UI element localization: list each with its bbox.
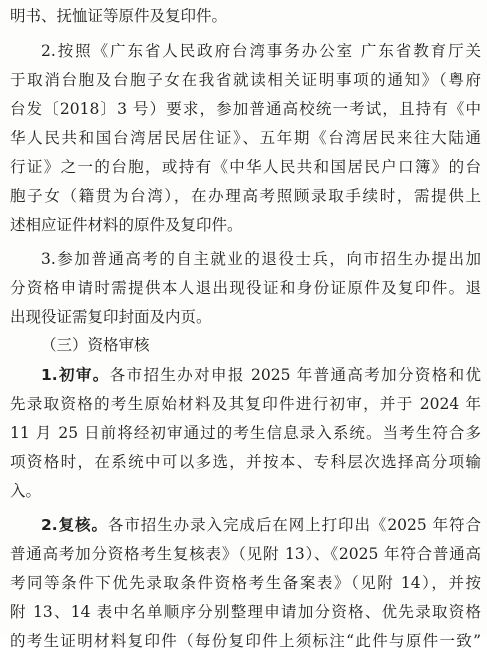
text-line: 分资格申请时需提供本人退出现役证和身份证原件及复印件。退 bbox=[10, 279, 481, 297]
text-line: 明书、抚恤证等原件及复印件。 bbox=[10, 7, 228, 25]
text-line: 2.按照《广东省人民政府台湾事务办公室 广东省教育厅关 bbox=[41, 42, 481, 60]
paragraph-lead: 2.复核。 bbox=[41, 516, 108, 534]
text-run: 各市招生办录入完成后在网上打印出《2025 年符合 bbox=[107, 516, 481, 534]
text-line: 3.参加普通高考的自主就业的退役士兵，向市招生办提出加 bbox=[41, 250, 481, 268]
text-line: 台发〔2018〕3 号）要求，参加普通高校统一考试，且持有《中 bbox=[10, 100, 481, 118]
text-line: 项资格时，在系统中可以多选，并按本、专科层次选择高分项输 bbox=[10, 453, 481, 471]
text-line bbox=[41, 513, 481, 537]
text-line bbox=[41, 363, 481, 387]
text-line: 附 13、14 表中名单顺序分别整理申请加分资格、优先录取资格 bbox=[10, 603, 481, 621]
text-line: 于取消台胞及台胞子女在我省就读相关证明事项的通知》（粤府 bbox=[10, 71, 481, 89]
text-line: 先录取资格的考生原始材料及其复印件进行初审，并于 2024 年 bbox=[10, 395, 481, 413]
text-line: 出现役证需复印封面及内页。 bbox=[10, 308, 212, 326]
text-line: 的考生证明材料复印件（每份复印件上须标注“此件与原件一致” bbox=[10, 632, 481, 650]
text-line: 考同等条件下优先录取条件资格考生备案表》（见附 14），并按 bbox=[10, 574, 481, 592]
text-line: 普通高考加分资格考生复核表》（见附 13）、《2025 年符合普通高 bbox=[10, 545, 481, 563]
text-line: 11 月 25 日前将经初审通过的考生信息录入系统。当考生符合多 bbox=[10, 424, 481, 442]
text-line: 行证》之一的台胞，或持有《中华人民共和国居民户口簿》的台 bbox=[10, 158, 481, 176]
text-line: 入。 bbox=[10, 482, 42, 500]
text-line: 胞子女（籍贯为台湾），在办理高考照顾录取手续时，需提供上 bbox=[10, 187, 481, 205]
paragraph-lead: 1.初审。 bbox=[41, 366, 110, 384]
text-line: 述相应证件材料的原件及复印件。 bbox=[10, 216, 243, 234]
text-line: 华人民共和国台湾居民居住证》、五年期《台湾居民来往大陆通 bbox=[10, 129, 481, 147]
section-heading: （三）资格审核 bbox=[41, 336, 150, 354]
text-run: 各市招生办对申报 2025 年普通高考加分资格和优 bbox=[109, 366, 481, 384]
